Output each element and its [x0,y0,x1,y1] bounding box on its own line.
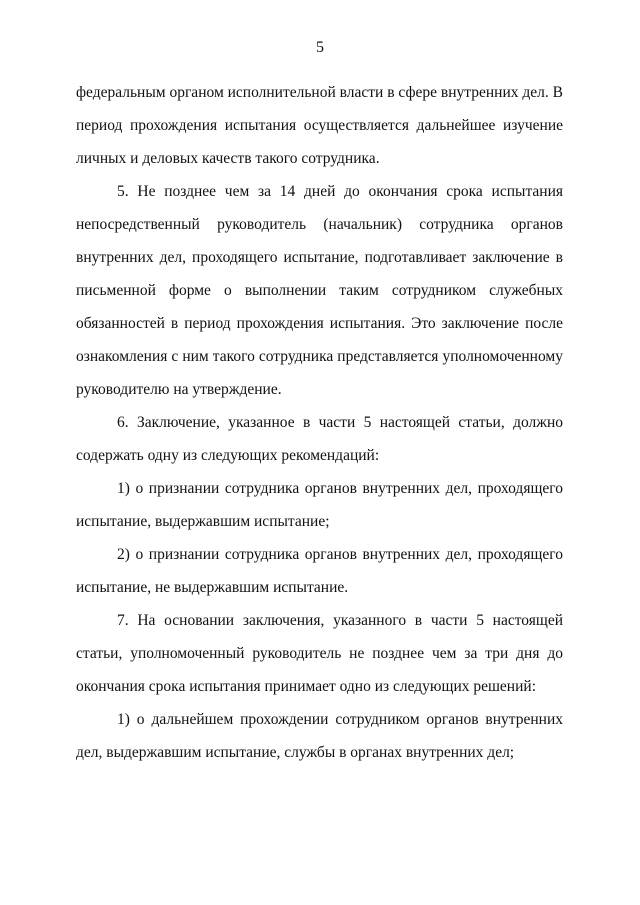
paragraph-part-7: 7. На основании заключения, указанного в части 5 настоящей статьи, уполномоченный руководитель не позднее чем за три дня до окончания срока испытания принимает одно из следующих решений: [76,612,563,695]
paragraph-part-6-item-1: 1) о признании сотрудника органов внутренних дел, проходящего испытание, выдержавшим испытание; [76,480,563,530]
paragraph-part-6-item-2: 2) о признании сотрудника органов внутренних дел, проходящего испытание, не выдержавшим испытание. [76,546,563,596]
paragraph-part-5: 5. Не позднее чем за 14 дней до окончания срока испытания непосредственный руководитель (начальник) сотрудника органов внутренних дел, проходящего испытание, подготавливает заключение в письменной форме о выполнении таким сотрудником служебных обязанностей в период прохождения испытания. Это заключение после ознакомления с ним такого сотрудника представляется уполномоченному руководителю на утверждение. [76,183,563,398]
paragraph-part-6: 6. Заключение, указанное в части 5 настоящей статьи, должно содержать одну из следующих рекомендаций: [76,414,563,464]
page-number: 5 [316,39,324,56]
document-body [76,76,563,769]
paragraph-part-7-item-1: 1) о дальнейшем прохождении сотрудником органов внутренних дел, выдержавшим испытание, службы в органах внутренних дел; [76,711,563,761]
paragraph-continuation: федеральным органом исполнительной власти в сфере внутренних дел. В период прохождения испытания осуществляется дальнейшее изучение личных и деловых качеств такого сотрудника. [76,84,563,167]
